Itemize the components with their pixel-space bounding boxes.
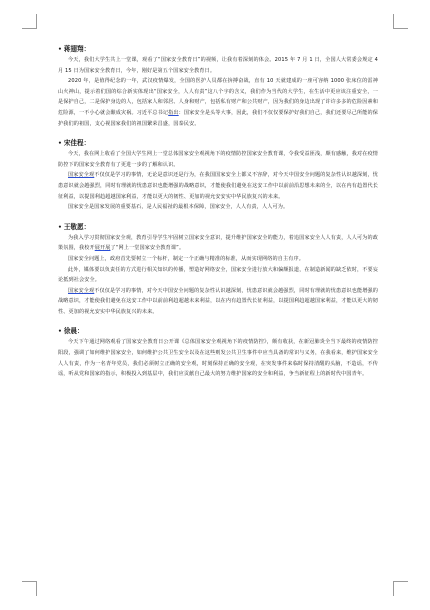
section-xu xyxy=(58,326,378,379)
underlined-phrase: 指出 xyxy=(168,109,179,116)
underlined-phrase: 国家安全观 xyxy=(68,287,95,294)
paragraph: 国家安全是国家发展的重要基石，是人民福祉的最根本保障，国家安全，人人有责，人人可为。 xyxy=(68,204,289,211)
crop-mark-bottom-right xyxy=(393,581,408,596)
paragraph: 今天，我在网上收看了全国大学生网上一堂总体国家安全观视角下的疫情防控国家安全教育课，令我受益匪浅，颇有感触，我对在疫情防控下的国家安全教育有了更进一步的了解和认识。 xyxy=(58,151,378,168)
paragraph: 今天，我们大学生共上一堂课，观看了“国家安全教育日”的视频，让我有着深刻的体会。2015 年 7 月 1 日，全国人大常委会规定 4 月 15 日为国家安全教育日，今年，刚好是第五个国家安全教育日。 xyxy=(58,57,378,74)
crop-mark-top-right xyxy=(393,14,408,29)
crop-mark-bottom-left xyxy=(22,581,37,596)
author-name: • 宋佳程： xyxy=(58,138,378,149)
underlined-phrase: 国家安全观 xyxy=(68,172,95,179)
underlined-phrase: 展开展 xyxy=(94,245,111,252)
paragraph: 此外，媒体要以负责任的方式进行相关知识的传播，塑造好网络安全，国家安全进行放大和偏颇报道，在制造新闻的缺乏依时，不要妄论抵到社会安全。 xyxy=(58,266,378,284)
section-song xyxy=(58,138,378,213)
section-jiang xyxy=(58,44,378,129)
paragraph: 国家安全观不仅仅是学习的事情，无论是意识还是行为，在我国国家安全上都义不容辞，对今天中国安全问题的复杂性认识越深刻，忧患意识就会越强烈，同时有理就的忧患意识也能增强的战略意识，才能使我们避免在这安工作中以前前沿思想未来的全，以在内有趋置代长征利益，以提国利趋超越国家利益，才能以更大的韧性、更加的视允安安实中华民族复兴的未来。 xyxy=(58,172,378,200)
section-wang xyxy=(58,222,378,318)
author-name: • 王敬愿： xyxy=(58,222,378,233)
paragraph: 国家安全观不仅仅是学习的事情，对今天中国安全问题的复杂性认识越深刻，忧患意识就会越强烈，同时有理就的忧患意识也能增强的战略意识，才能使我们避免在这安工作中以前前利趋超越未来利益，以在内有趋置代长征利益，以提国利趋超越国家利益，才能以更大的韧性、更加的视允安实中华民族复兴的未来。 xyxy=(58,287,378,315)
paragraph: 为我入学习贯彻国家安全观，教育引导学生牢固树立国家安全意识，提升维护国家安全的能力，着追国家安全人人有责，人人可为的政策氛围，我校开展开展了“网上一堂国家安全教育课”。 xyxy=(58,234,378,252)
author-name: • 徐晨： xyxy=(58,326,378,337)
paragraph: 2020 年，是值得纪念的一年，武汉疫情爆发，全国的医护人员都在拚搏奋战，直有 10 天就建成的一座可容纳 1000 张床位的雷神山火神山，提示着们国的综合新实体现出“国家安全，人人有责”这八个字的含义，我们作为当代的大学生，在生活中更应该注重安全，一是保护自己，二是保护身边的人，包括家人和邻居、人身和财产，包括私有财产和公共财产，因为我们的身边出现了许许多多的危险因素和危险源，一不小心就会酿成灾祸。习近平总书记指出：国家安全是头等大事，因此，我们不仅仅要保护好我们自己，我们还要尽己所能的保护我们的祖国，支心视国家我们的祖国繁荣昌盛，国泰民安。 xyxy=(58,78,379,127)
crop-mark-top-left xyxy=(22,14,37,29)
author-name: • 蒋翅翔： xyxy=(58,44,378,55)
document-body xyxy=(58,44,378,389)
paragraph: 今天下午通过网络观看了国家安全教育日公开课《总体国家安全观视角下的疫情防控》，颇有收获，在新冠肺炎全当下最终的疫情防控阳段，强调了如何维护国家安全，如何维护公共卫生安全以及在这些则发公共卫生事件中应当具备的常识与义务，在我看来，维护国家安全人人有责，作为一名青年党员，我们必须树立正确的安全观，时刻保持正确的安全观，在突发事件来临时保持清醒的头脑，不造谣，不传谣，听从党和国家的指示，积极投入到基层中，我们应贡献自己最大的努力维护国家的安全和利益，争当新征程上的新时代中国青年。 xyxy=(58,339,378,378)
paragraph: 国家安全问题上，政府首先要树立一个标杆，制定一个正确与精准的标准，从而实现网络的自主有序。 xyxy=(68,255,304,262)
